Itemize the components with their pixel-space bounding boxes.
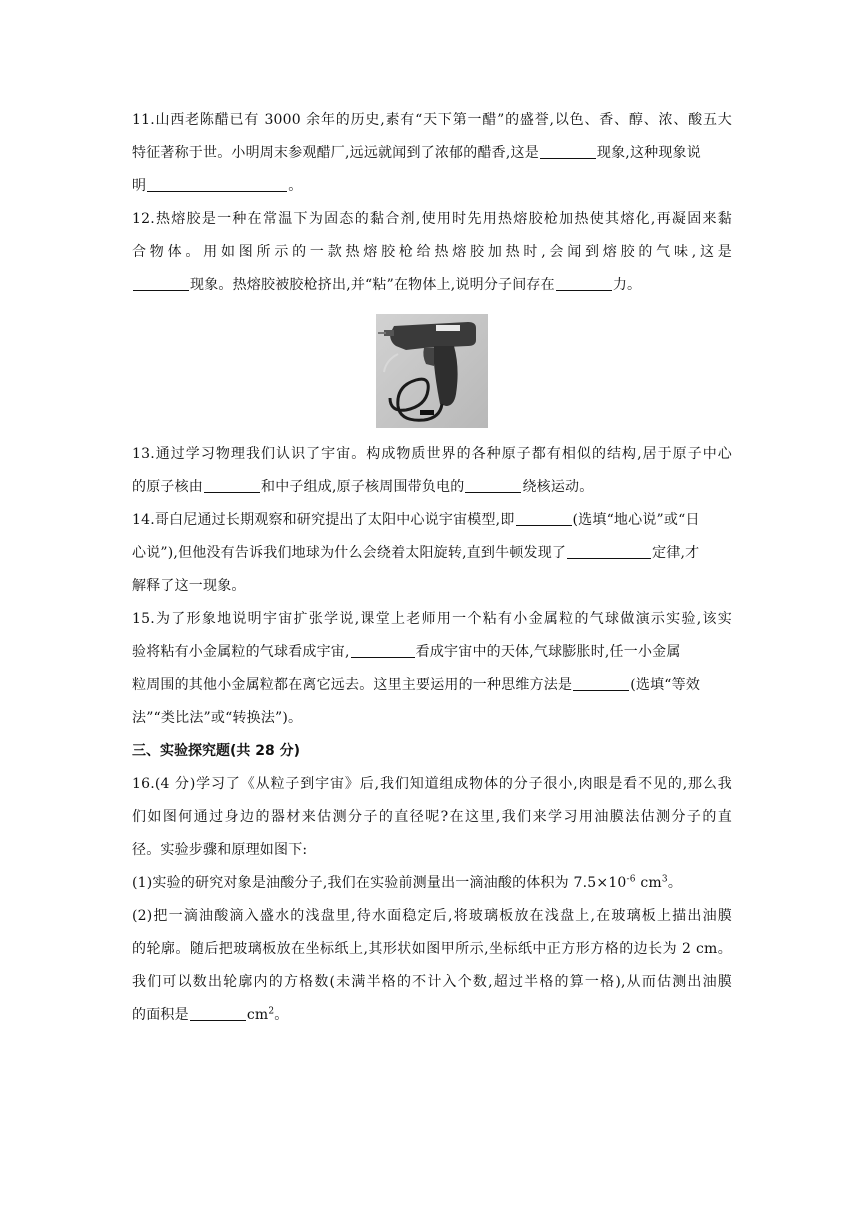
q16-step2-line4: 的面积是 $cm^2$。 [132,1006,289,1023]
q14-line3: 解释了这一现象。 [132,578,246,594]
q11-blank2[interactable] [147,190,287,192]
q16-line3: 径。实验步骤和原理如图下: [132,842,308,858]
q14-line2: 心说”),但他没有告诉我们地球为什么会绕着太阳旋转,直到牛顿发现了 定律,才 [132,545,700,561]
q16-line1: 16.(4 分)学习了《从粒子到宇宙》后,我们知道组成物体的分子很小,肉眼是看不见的,那么我 [132,776,732,792]
q13-blank2[interactable] [465,491,521,493]
q16-blank1[interactable] [190,1019,246,1021]
q14-blank1[interactable] [516,524,572,526]
q15-blank1[interactable] [351,656,415,658]
q15-line2: 验将粘有小金属粒的气球看成宇宙, 看成宇宙中的天体,气球膨胀时,任一小金属 [132,644,681,660]
q16-step1: (1)实验的研究对象是油酸分子,我们在实验前测量出一滴油酸的体积为 $7.5\times 10^{-6}$ $cm^3$。 [132,874,683,891]
q12-blank2[interactable] [556,289,612,291]
q11-line1: 11.山西老陈醋已有 3000 余年的历史,素有“天下第一醋”的盛誉,以色、香、醇、浓、酸五大 [132,112,732,128]
q13-line2: 的原子核由 和中子组成,原子核周围带负电的 绕核运动。 [132,479,594,495]
q15-line4: 法”“类比法”或“转换法”)。 [132,710,303,726]
q16-step2-line3: 我们可以数出轮廓内的方格数(未满半格的不计入个数,超过半格的算一格),从而估测出油膜 [132,974,732,990]
q16-line2: 们如图何通过身边的器材来估测分子的直径呢?在这里,我们来学习用油膜法估测分子的直 [132,809,732,825]
q15-line3: 粒周围的其他小金属粒都在离它远去。这里主要运用的一种思维方法是 (选填“等效 [132,677,701,693]
q13-line1: 13.通过学习物理我们认识了宇宙。构成物质世界的各种原子都有相似的结构,居于原子中心 [132,446,732,462]
q11-line2: 特征著称于世。小明周末参观醋厂,远远就闻到了浓郁的醋香,这是 现象,这种现象说 [132,145,701,161]
q14-line1: 14.哥白尼通过长期观察和研究提出了太阳中心说宇宙模型,即 (选填“地心说”或“日 [132,512,700,528]
q13-blank1[interactable] [204,491,260,493]
q14-blank2[interactable] [567,557,651,559]
q15-blank2[interactable] [573,689,629,691]
section-title: 三、实验探究题(共 28 分) [132,743,301,759]
q16-step2-line1: (2)把一滴油酸滴入盛水的浅盘里,待水面稳定后,将玻璃板放在浅盘上,在玻璃板上描出油膜 [132,908,732,924]
q12-blank1[interactable] [133,289,189,291]
glue-gun-photo-icon [376,314,488,428]
q12-line1: 12.热熔胶是一种在常温下为固态的黏合剂,使用时先用热熔胶枪加热使其熔化,再凝固来黏 [132,211,732,227]
document-page [132,104,732,1032]
q12-line2: 合物体。用如图所示的一款热熔胶枪给热熔胶加热时,会闻到熔胶的气味,这是 [132,244,732,260]
q15-line1: 15.为了形象地说明宇宙扩张学说,课堂上老师用一个粘有小金属粒的气球做演示实验,该实 [132,611,732,627]
q11-blank1[interactable] [540,157,596,159]
q12-line3: 现象。热熔胶被胶枪挤出,并“粘”在物体上,说明分子间存在 力。 [132,269,732,302]
q16-step2-line2: 的轮廓。随后把玻璃板放在坐标纸上,其形状如图甲所示,坐标纸中正方形方格的边长为 2 cm。 [132,941,732,957]
q11-line3: 明 。 [132,178,303,194]
